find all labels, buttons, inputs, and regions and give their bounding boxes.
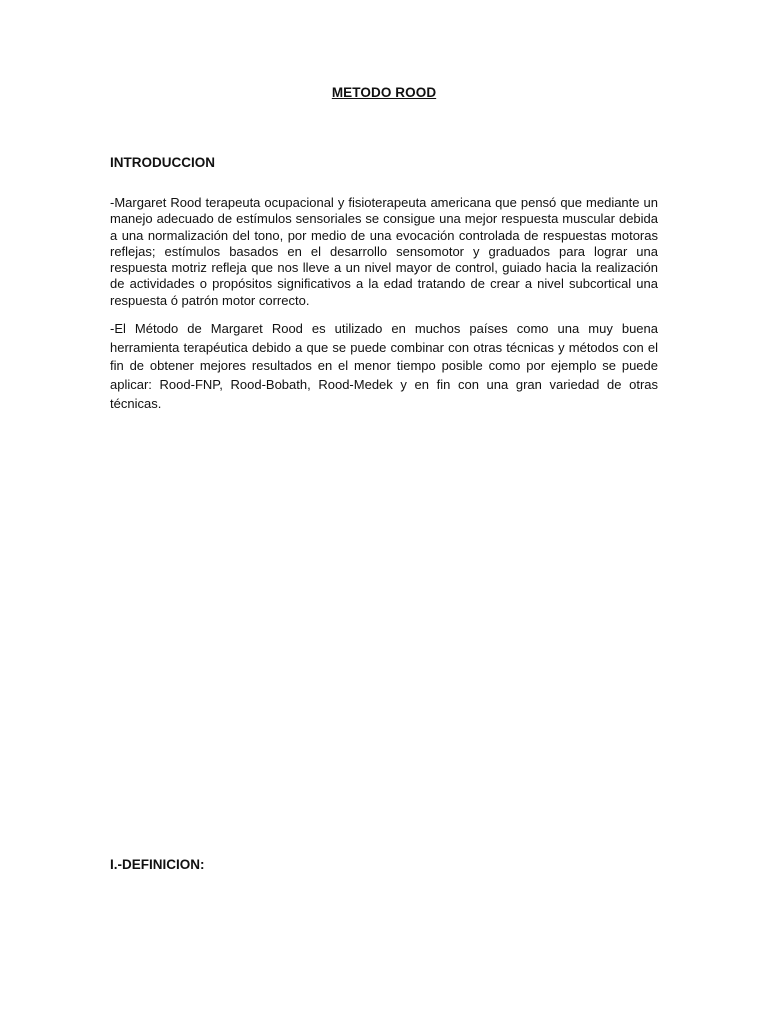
section-heading-definicion: I.-DEFINICION: [110,857,205,872]
section-heading-introduccion: INTRODUCCION [110,155,215,170]
intro-paragraph-2: -El Método de Margaret Rood es utilizado en muchos países como una muy buena herramienta terapéutica debido a que se puede combinar con otras técnicas y métodos con el fin de obtener mejores resultados en el menor tiempo posible como por ejemplo se puede aplicar: Rood-FNP, Rood-Bobath, Rood-Medek y en fin con una gran variedad de otras técnicas. [110,321,658,411]
document-title: METODO ROOD [331,85,437,100]
intro-paragraph-1: -Margaret Rood terapeuta ocupacional y fisioterapeuta americana que pensó que mediante un manejo adecuado de estímulos sensoriales se consigue una mejor respuesta muscular debida a una normalización del tono, por medio de una evocación controlada de respuestas motoras reflejas; estímulos basados en el desarrollo sensomotor y graduados para lograr una respuesta motriz refleja que nos lleve a un nivel mayor de control, guiado hacia la realización de actividades o propósitos significativos a la edad tratando de crear a nivel subcortical una respuesta ó patrón motor correcto. [110,195,658,308]
